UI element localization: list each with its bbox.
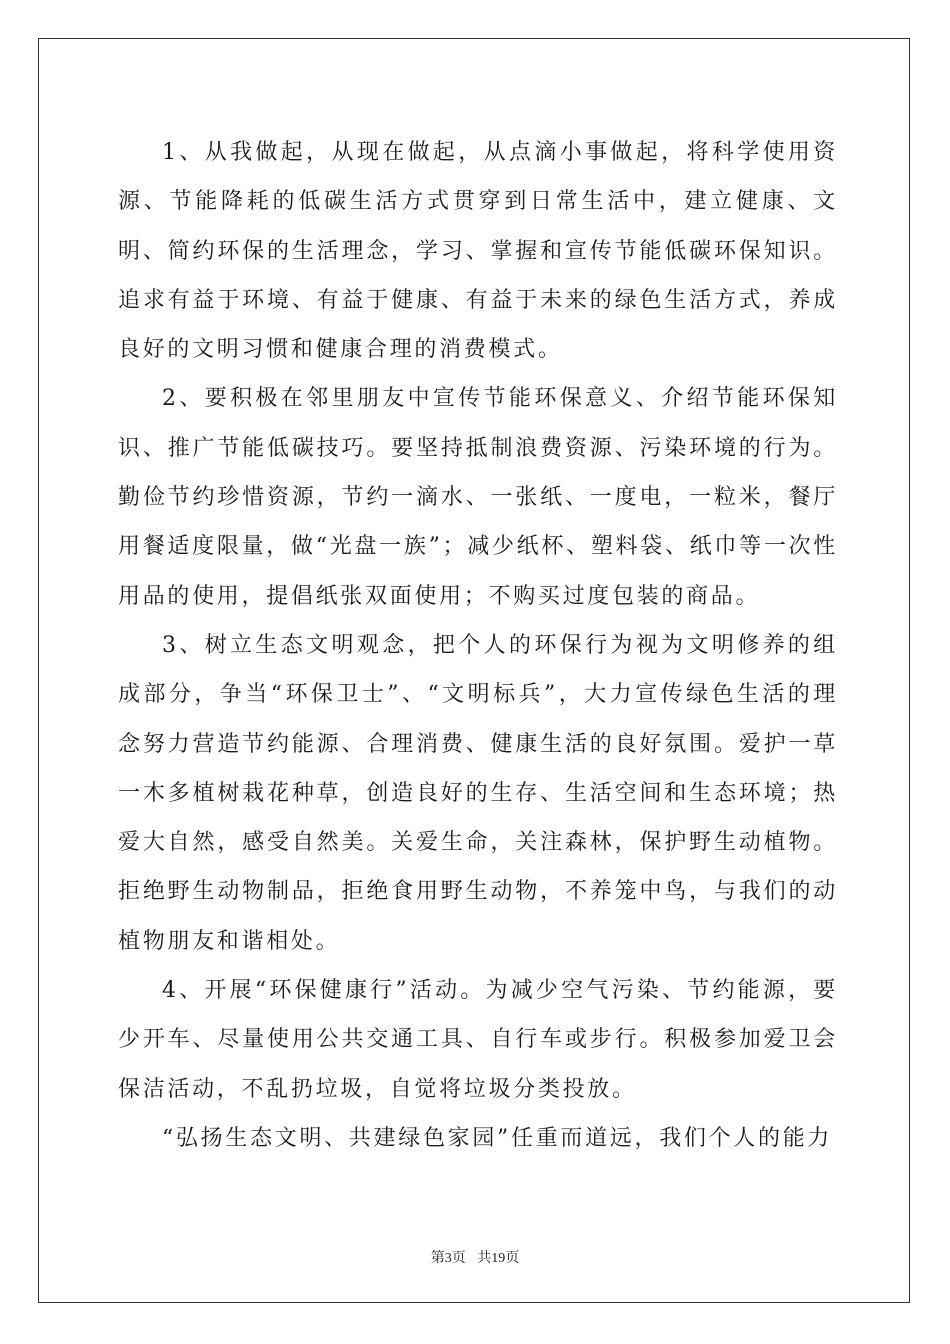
paragraph-4: 4、开展“环保健康行”活动。为减少空气污染、节约能源，要少开车、尽量使用公共交通工具、自行车或步行。积极参加爱卫会保洁活动，不乱扔垃圾，自觉将垃圾分类投放。: [118, 978, 838, 1102]
paragraph-1: 1、从我做起，从现在做起，从点滴小事做起，将科学使用资源、节能降耗的低碳生活方式贯穿到日常生活中，建立健康、文明、简约环保的生活理念，学习、掌握和宣传节能低碳环保知识。追求有益于环境、有益于健康、有益于未来的绿色生活方式，养成良好的文明习惯和健康合理的消费模式。: [118, 140, 838, 363]
document-body: [118, 128, 838, 1163]
page-number-current: 第3页: [430, 1251, 466, 1266]
paragraph-5: “弘扬生态文明、共建绿色家园”任重而道远，我们个人的能力: [162, 1125, 833, 1151]
paragraph-3: 3、树立生态文明观念，把个人的环保行为视为文明修养的组成部分，争当“环保卫士”、“文明标兵”，大力宣传绿色生活的理念努力营造节约能源、合理消费、健康生活的良好氛围。爱护一草一木多植树栽花种草，创造良好的生存、生活空间和生态环境；热爱大自然，感受自然美。关爱生命，关注森林，保护野生动植物。拒绝野生动物制品，拒绝食用野生动物，不养笼中鸟，与我们的动植物朋友和谐相处。: [118, 632, 838, 954]
paragraph-2: 2、要积极在邻里朋友中宣传节能环保意义、介绍节能环保知识、推广节能低碳技巧。要坚持抵制浪费资源、污染环境的行为。勤俭节约珍惜资源，节约一滴水、一张纸、一度电，一粒米，餐厅用餐适度限量，做“光盘一族”；减少纸杯、塑料袋、纸巾等一次性用品的使用，提倡纸张双面使用；不购买过度包装的商品。: [118, 386, 838, 609]
page-footer: [0, 1247, 950, 1267]
page-number-total: 共19页: [477, 1251, 520, 1266]
